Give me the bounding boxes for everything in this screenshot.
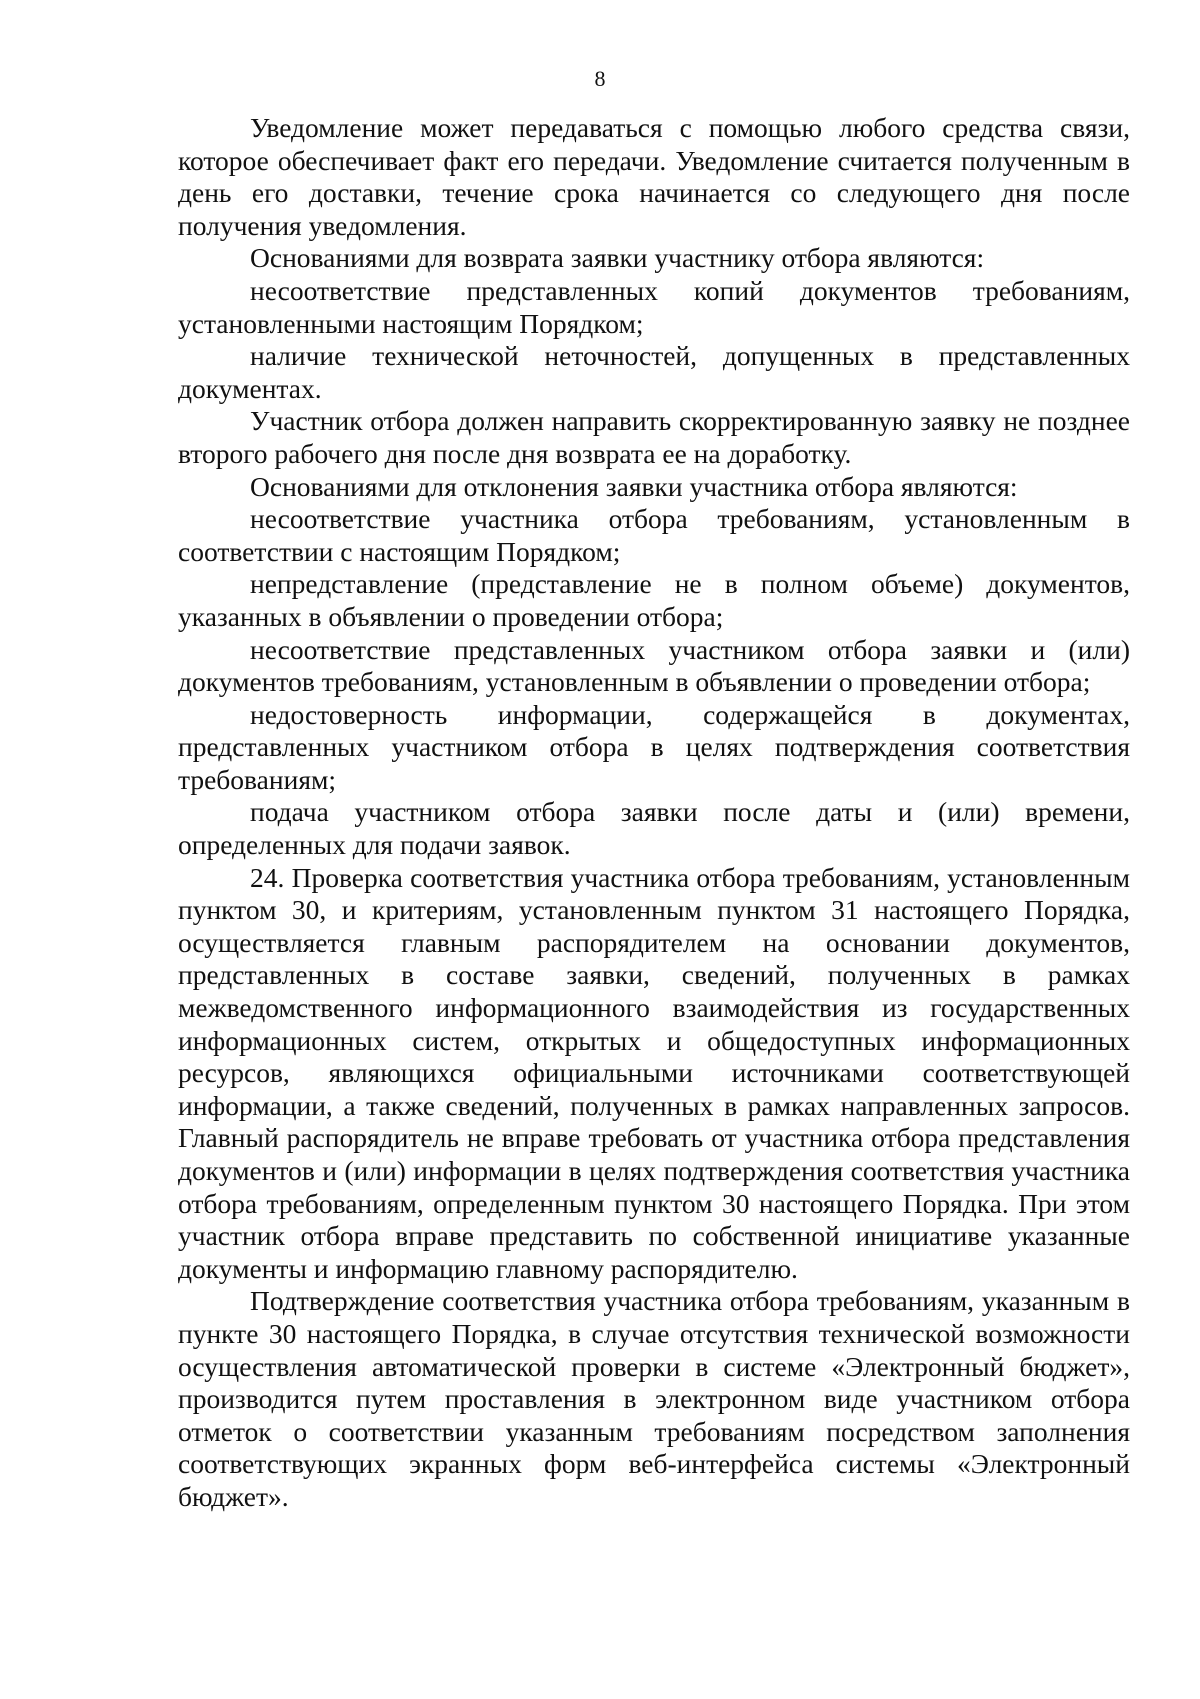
paragraph-rejection-ground-false-info: недостоверность информации, содержащейся в документах, представленных участником отбора в целях подтверждения соответствия требованиям;: [178, 698, 1130, 795]
paragraph-item-24-verification: 24. Проверка соответствия участника отбора требованиям, установленным пунктом 30, и критериям, установленным пунктом 31 настоящего Порядка, осуществляется главным распорядителем на основании документов, представленных в составе заявки, сведений, полученных в рамках межведомственного информационного взаимодействия из государственных информационных систем, открытых и общедоступных информационных ресурсов, являющихся официальными источниками соответствующей информации, а также сведений, полученных в рамках направленных запросов. Главный распорядитель не вправе требовать от участника отбора представления документов и (или) информации в целях подтверждения соответствия участника отбора требованиям, определенным пунктом 30 настоящего Порядка. При этом участник отбора вправе представить по собственной инициативе указанные документы и информацию главному распорядителю.: [178, 861, 1130, 1284]
paragraph-rejection-ground-nonconforming-docs: несоответствие представленных участником отбора заявки и (или) документов требованиям, установленным в объявлении о проведении отбора;: [178, 633, 1130, 698]
page-number: 8: [594, 66, 606, 91]
paragraph-notification-delivery: Уведомление может передаваться с помощью любого средства связи, которое обеспечивает факт его передачи. Уведомление считается полученным в день его доставки, течение срока начинается со следующего дня после получения уведомления.: [178, 112, 1130, 241]
paragraph-rejection-ground-missing-docs: непредставление (представление не в полном объеме) документов, указанных в объявлении о проведении отбора;: [178, 568, 1130, 632]
paragraph-rejection-grounds-heading: Основаниями для отклонения заявки участника отбора являются:: [250, 470, 1018, 502]
paragraph-return-grounds-heading: Основаниями для возврата заявки участнику отбора являются:: [250, 242, 985, 274]
paragraph-electronic-budget-confirmation: Подтверждение соответствия участника отбора требованиям, указанным в пункте 30 настоящего Порядка, в случае отсутствия технической возможности осуществления автоматической проверки в системе «Электронный бюджет», производится путем проставления в электронном виде участником отбора отметок о соответствии указанным требованиям посредством заполнения соответствующих экранных форм веб-интерфейса системы «Электронный бюджет».: [178, 1285, 1130, 1512]
paragraph-return-ground-inaccuracies: наличие технической неточностей, допущенных в представленных документах.: [178, 340, 1130, 404]
document-body: [178, 112, 1130, 1514]
paragraph-rejection-ground-requirements: несоответствие участника отбора требованиям, установленным в соответствии с настоящим Порядком;: [178, 503, 1130, 567]
paragraph-rejection-ground-late-submission: подача участником отбора заявки после даты и (или) времени, определенных для подачи заявок.: [178, 796, 1130, 861]
paragraph-return-ground-copies: несоответствие представленных копий документов требованиям, установленными настоящим Порядком;: [178, 274, 1130, 339]
paragraph-corrected-application-deadline: Участник отбора должен направить скорректированную заявку не позднее второго рабочего дня после дня возврата ее на доработку.: [178, 405, 1130, 469]
